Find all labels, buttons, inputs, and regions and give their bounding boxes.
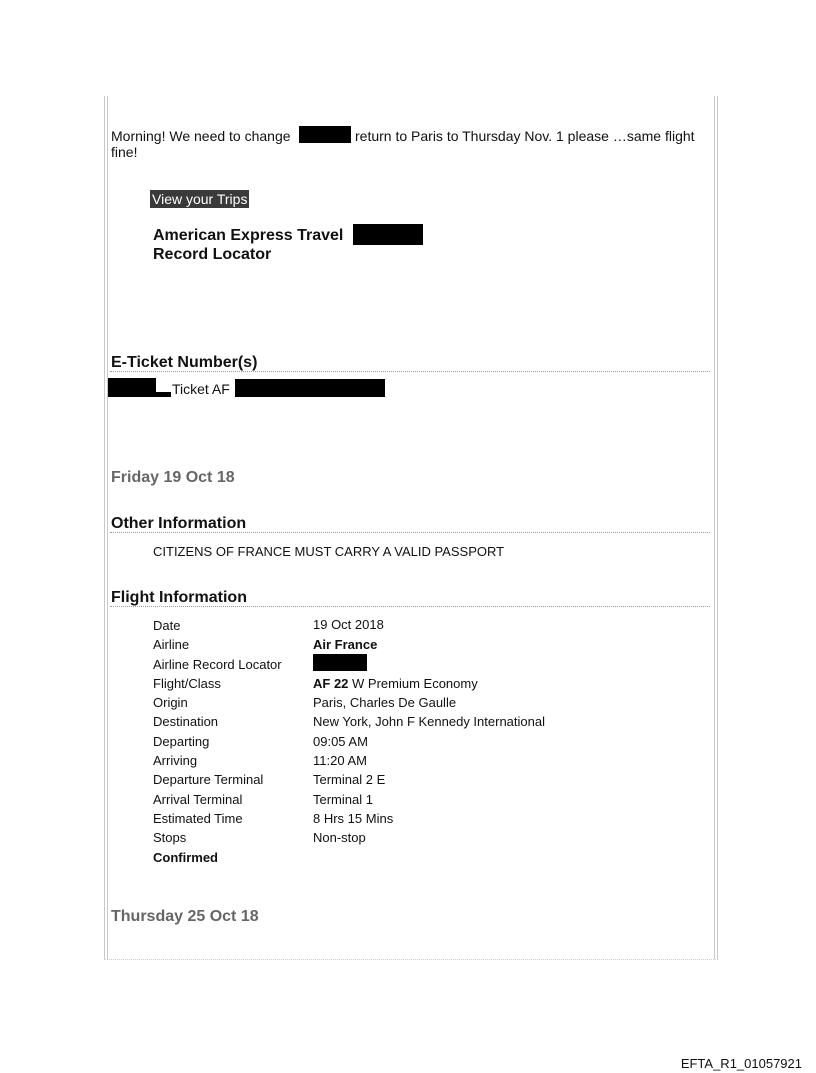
redaction-box	[235, 379, 385, 397]
flight-label: Destination	[153, 714, 219, 729]
flight-value: Terminal 2 E	[313, 772, 386, 787]
redaction-box	[155, 392, 171, 397]
section-divider	[110, 532, 710, 533]
redaction-box	[299, 126, 351, 143]
redaction-box	[313, 654, 367, 671]
message-line1-end: return to Paris to Thursday Nov. 1 please …same flight	[355, 128, 695, 144]
flight-value: Non-stop	[313, 830, 366, 845]
flight-label: Arrival Terminal	[153, 792, 243, 807]
ticket-label: Ticket AF	[172, 381, 230, 397]
flight-value: 09:05 AM	[313, 734, 368, 749]
flight-label: Estimated Time	[153, 811, 243, 826]
flight-label: Date	[153, 618, 181, 633]
flight-value: 11:20 AM	[313, 753, 367, 768]
booking-status: Confirmed	[153, 850, 218, 865]
flight-label: Airline Record Locator	[153, 657, 282, 672]
amex-title: American Express Travel	[153, 227, 344, 244]
flight-label: Stops	[153, 830, 187, 845]
day-heading: Friday 19 Oct 18	[111, 469, 235, 486]
other-info-heading: Other Information	[111, 515, 247, 532]
section-divider	[110, 371, 710, 372]
message-line2: fine!	[111, 144, 138, 160]
flight-label: Departing	[153, 734, 210, 749]
day-heading: Thursday 25 Oct 18	[111, 908, 259, 925]
redaction-box	[353, 224, 423, 245]
flight-label: Departure Terminal	[153, 772, 264, 787]
flight-class-value	[313, 676, 478, 691]
flight-value: 19 Oct 2018	[313, 617, 384, 632]
flight-label: Arriving	[153, 753, 198, 768]
eticket-heading: E-Ticket Number(s)	[111, 354, 258, 371]
flight-value: Paris, Charles De Gaulle	[313, 695, 457, 710]
passport-notice: CITIZENS OF FRANCE MUST CARRY A VALID PASSPORT	[153, 544, 505, 559]
flight-info-heading: Flight Information	[111, 589, 247, 606]
flight-label: Origin	[153, 695, 188, 710]
flight-label: Flight/Class	[153, 676, 221, 691]
view-trips-button[interactable]: View your Trips	[152, 191, 248, 207]
document-id: EFTA_R1_01057921	[680, 1056, 802, 1071]
class-text: W Premium Economy	[348, 676, 478, 691]
airline-value: Air France	[313, 637, 378, 652]
section-divider	[110, 606, 710, 607]
flight-number: AF 22	[313, 676, 349, 691]
amex-record-locator-label: Record Locator	[153, 246, 272, 263]
message-line1-start: Morning! We need to change	[111, 128, 291, 144]
flight-value: Terminal 1	[313, 792, 373, 807]
flight-label: Airline	[153, 637, 190, 652]
flight-value: New York, John F Kennedy International	[313, 714, 545, 729]
redaction-box	[108, 378, 156, 397]
flight-value: 8 Hrs 15 Mins	[313, 811, 394, 826]
